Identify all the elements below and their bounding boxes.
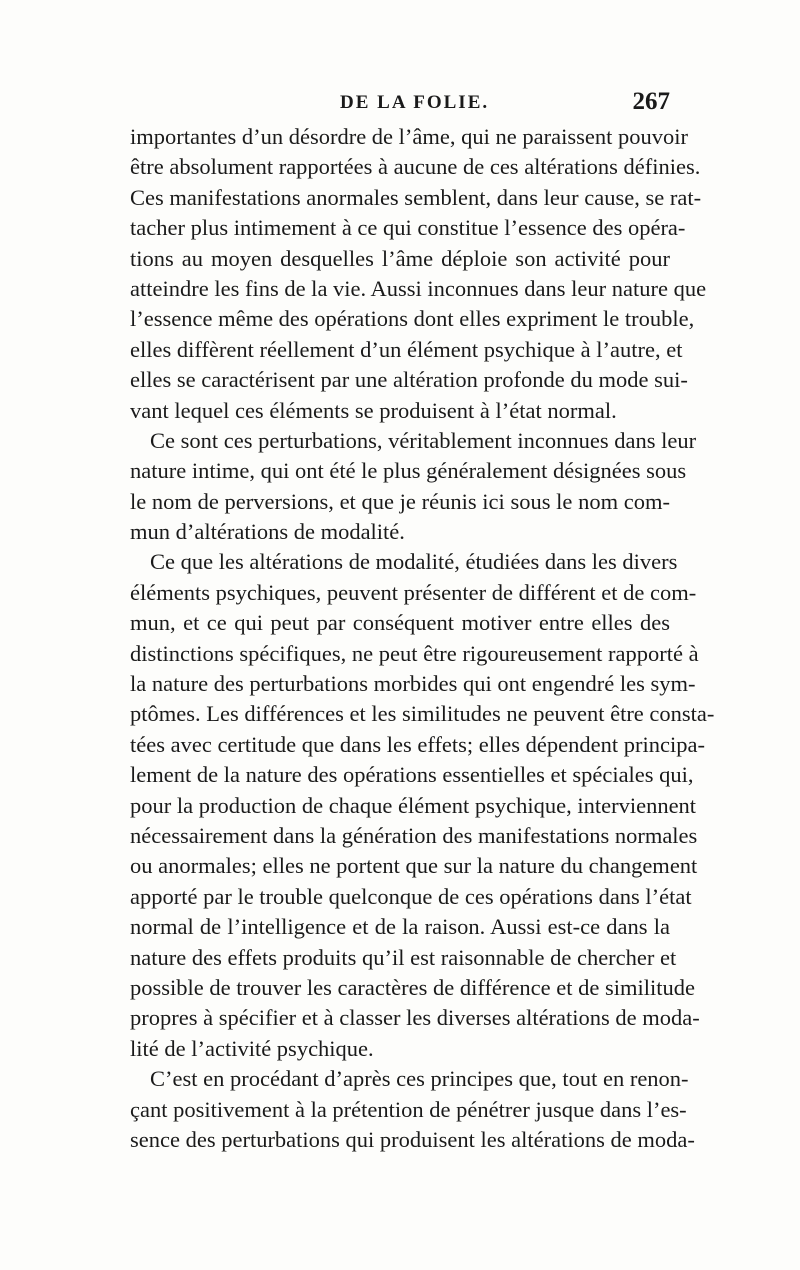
text-line: C’est en procédant d’après ces principes que, tout en renon- [150,1066,689,1092]
text-line: apporté par le trouble quelconque de ces opérations dans l’état [130,883,692,909]
text-line: nature des effets produits qu’il est raisonnable de chercher et [130,944,677,970]
text-line: lité de l’activité psychique. [130,1035,374,1061]
text-line: ou anormales; elles ne portent que sur la nature du changement [130,853,698,879]
text-line: distinctions spécifiques, ne peut être rigoureusement rapporté à [130,640,699,666]
text-line: sence des perturbations qui produisent les altérations de moda- [130,1126,695,1152]
text-line: éléments psychiques, peuvent présenter de différent et de com- [130,579,697,605]
text-line: importantes d’un désordre de l’âme, qui ne paraissent pouvoir [130,124,688,149]
body-text [130,122,715,1155]
text-line: être absolument rapportées à aucune de ces altérations définies. [130,154,701,180]
text-line: mun d’altérations de modalité. [130,519,405,545]
running-title: DE LA FOLIE. [340,92,490,113]
text-line: mun, et ce qui peut par conséquent motiver entre elles des [130,610,670,636]
text-line: Ce sont ces perturbations, véritablement inconnues dans leur [150,427,697,453]
text-line: lement de la nature des opérations essentielles et spéciales qui, [130,762,694,788]
text-line: atteindre les fins de la vie. Aussi inconnues dans leur nature que [130,275,707,301]
text-line: pour la production de chaque élément psychique, interviennent [130,792,697,818]
text-line: ptômes. Les différences et les similitudes ne peuvent être consta- [130,701,715,727]
page-number: 267 [632,88,670,115]
text-line: çant positivement à la prétention de pénétrer jusque dans l’es- [130,1096,687,1122]
text-line: vant lequel ces éléments se produisent à l’état normal. [130,397,617,423]
text-line: l’essence même des opérations dont elles expriment le trouble, [130,306,695,332]
text-line: propres à spécifier et à classer les diverses altérations de moda- [130,1005,700,1031]
text-line: normal de l’intelligence et de la raison. Aussi est-ce dans la [130,914,670,940]
text-line: elles se caractérisent par une altération profonde du mode sui- [130,367,688,393]
text-line: nature intime, qui ont été le plus généralement désignées sous [130,458,687,484]
text-line: nécessairement dans la génération des manifestations normales [130,822,698,848]
text-line: Ce que les altérations de modalité, étudiées dans les divers [150,549,678,575]
text-line: possible de trouver les caractères de différence et de similitude [130,974,695,1000]
text-line: Ces manifestations anormales semblent, dans leur cause, se rat- [130,184,702,210]
page-header [130,88,670,122]
text-line: le nom de perversions, et que je réunis ici sous le nom com- [130,488,670,514]
text-line: tées avec certitude que dans les effets; elles dépendent principa- [130,731,705,757]
text-line: la nature des perturbations morbides qui ont engendré les sym- [130,671,696,697]
text-line: elles diffèrent réellement d’un élément psychique à l’autre, et [130,336,683,362]
text-line: tacher plus intimement à ce qui constitue l’essence des opéra- [130,215,686,241]
text-line: tions au moyen desquelles l’âme déploie son activité pour [130,245,670,271]
